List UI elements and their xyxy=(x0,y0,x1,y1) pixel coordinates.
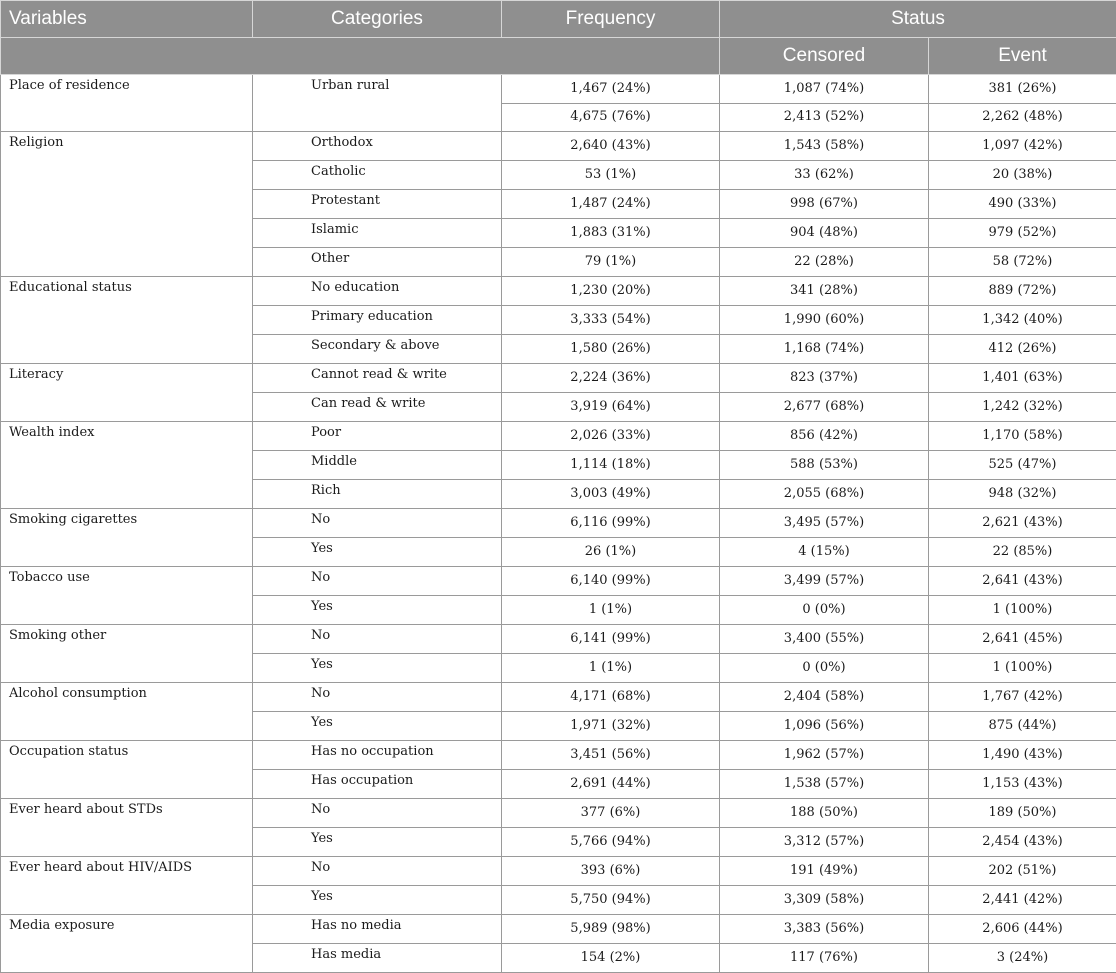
event-cell: 58 (72%) xyxy=(929,248,1116,277)
frequency-cell: 2,691 (44%) xyxy=(502,770,720,799)
event-cell: 412 (26%) xyxy=(929,335,1116,364)
category-cell: No xyxy=(253,683,502,712)
variable-cell: Smoking other xyxy=(1,625,253,683)
censored-cell: 1,087 (74%) xyxy=(720,75,929,104)
frequency-cell: 377 (6%) xyxy=(502,799,720,828)
event-cell: 2,454 (43%) xyxy=(929,828,1116,857)
category-cell: Yes xyxy=(253,596,502,625)
frequency-cell: 1,114 (18%) xyxy=(502,451,720,480)
censored-cell: 191 (49%) xyxy=(720,857,929,886)
event-cell: 20 (38%) xyxy=(929,161,1116,190)
event-cell: 1,401 (63%) xyxy=(929,364,1116,393)
event-cell: 1,342 (40%) xyxy=(929,306,1116,335)
event-cell: 1,767 (42%) xyxy=(929,683,1116,712)
frequency-cell: 26 (1%) xyxy=(502,538,720,567)
event-cell: 189 (50%) xyxy=(929,799,1116,828)
censored-cell: 588 (53%) xyxy=(720,451,929,480)
category-cell: Middle xyxy=(253,451,502,480)
category-cell: Primary education xyxy=(253,306,502,335)
frequency-cell: 1,230 (20%) xyxy=(502,277,720,306)
censored-cell: 1,990 (60%) xyxy=(720,306,929,335)
table-row xyxy=(1,132,1116,161)
event-cell: 1 (100%) xyxy=(929,654,1116,683)
variable-cell: Religion xyxy=(1,132,253,277)
frequency-cell: 1,883 (31%) xyxy=(502,219,720,248)
category-cell: Yes xyxy=(253,538,502,567)
frequency-cell: 3,451 (56%) xyxy=(502,741,720,770)
censored-cell: 1,168 (74%) xyxy=(720,335,929,364)
censored-cell: 4 (15%) xyxy=(720,538,929,567)
frequency-cell: 1,580 (26%) xyxy=(502,335,720,364)
category-cell: Yes xyxy=(253,828,502,857)
frequency-cell: 5,750 (94%) xyxy=(502,886,720,915)
table-row xyxy=(1,567,1116,596)
category-cell: No xyxy=(253,625,502,654)
table-row xyxy=(1,277,1116,306)
frequency-cell: 4,171 (68%) xyxy=(502,683,720,712)
category-cell: Urban rural xyxy=(253,75,502,104)
event-cell: 2,641 (45%) xyxy=(929,625,1116,654)
frequency-cell: 2,026 (33%) xyxy=(502,422,720,451)
category-cell: Catholic xyxy=(253,161,502,190)
event-cell: 3 (24%) xyxy=(929,944,1116,973)
censored-cell: 1,538 (57%) xyxy=(720,770,929,799)
category-cell: Rich xyxy=(253,480,502,509)
category-cell: Has no occupation xyxy=(253,741,502,770)
event-cell: 889 (72%) xyxy=(929,277,1116,306)
category-cell: Can read & write xyxy=(253,393,502,422)
censored-cell: 3,400 (55%) xyxy=(720,625,929,654)
category-cell: Has no media xyxy=(253,915,502,944)
frequency-cell: 1,971 (32%) xyxy=(502,712,720,741)
frequency-cell: 79 (1%) xyxy=(502,248,720,277)
censored-cell: 33 (62%) xyxy=(720,161,929,190)
event-cell: 1,153 (43%) xyxy=(929,770,1116,799)
category-cell: Protestant xyxy=(253,190,502,219)
header-event: Event xyxy=(929,38,1116,75)
censored-cell: 2,413 (52%) xyxy=(720,103,929,132)
frequency-cell: 3,333 (54%) xyxy=(502,306,720,335)
censored-cell: 2,677 (68%) xyxy=(720,393,929,422)
censored-cell: 0 (0%) xyxy=(720,596,929,625)
category-cell: Secondary & above xyxy=(253,335,502,364)
header-variables: Variables xyxy=(1,1,253,38)
category-cell: Has occupation xyxy=(253,770,502,799)
table-row xyxy=(1,364,1116,393)
censored-cell: 998 (67%) xyxy=(720,190,929,219)
event-cell: 1 (100%) xyxy=(929,596,1116,625)
table-body xyxy=(1,75,1116,973)
event-cell: 948 (32%) xyxy=(929,480,1116,509)
header-frequency: Frequency xyxy=(502,1,720,38)
censored-cell: 3,495 (57%) xyxy=(720,509,929,538)
censored-cell: 0 (0%) xyxy=(720,654,929,683)
censored-cell: 856 (42%) xyxy=(720,422,929,451)
censored-cell: 1,962 (57%) xyxy=(720,741,929,770)
censored-cell: 117 (76%) xyxy=(720,944,929,973)
censored-cell: 22 (28%) xyxy=(720,248,929,277)
frequency-cell: 1,467 (24%) xyxy=(502,75,720,104)
header-spacer xyxy=(1,38,720,75)
header-categories: Categories xyxy=(253,1,502,38)
table-row xyxy=(1,422,1116,451)
censored-cell: 823 (37%) xyxy=(720,364,929,393)
censored-cell: 3,499 (57%) xyxy=(720,567,929,596)
event-cell: 2,621 (43%) xyxy=(929,509,1116,538)
category-cell: Cannot read & write xyxy=(253,364,502,393)
censored-cell: 341 (28%) xyxy=(720,277,929,306)
event-cell: 875 (44%) xyxy=(929,712,1116,741)
variable-cell: Wealth index xyxy=(1,422,253,509)
variable-cell: Smoking cigarettes xyxy=(1,509,253,567)
table-row xyxy=(1,741,1116,770)
table-row xyxy=(1,857,1116,886)
frequency-cell: 3,919 (64%) xyxy=(502,393,720,422)
category-cell: Has media xyxy=(253,944,502,973)
event-cell: 2,262 (48%) xyxy=(929,103,1116,132)
censored-cell: 188 (50%) xyxy=(720,799,929,828)
variable-cell: Place of residence xyxy=(1,75,253,132)
variable-cell: Occupation status xyxy=(1,741,253,799)
event-cell: 490 (33%) xyxy=(929,190,1116,219)
category-cell: Yes xyxy=(253,886,502,915)
category-cell: No xyxy=(253,799,502,828)
variable-cell: Literacy xyxy=(1,364,253,422)
frequency-cell: 1 (1%) xyxy=(502,596,720,625)
category-cell: No xyxy=(253,509,502,538)
table-row xyxy=(1,509,1116,538)
category-cell: Orthodox xyxy=(253,132,502,161)
frequency-cell: 3,003 (49%) xyxy=(502,480,720,509)
frequency-cell: 53 (1%) xyxy=(502,161,720,190)
censored-cell: 2,055 (68%) xyxy=(720,480,929,509)
frequency-cell: 2,640 (43%) xyxy=(502,132,720,161)
category-cell: Other xyxy=(253,248,502,277)
event-cell: 2,641 (43%) xyxy=(929,567,1116,596)
category-cell: No xyxy=(253,857,502,886)
header-censored: Censored xyxy=(720,38,929,75)
frequency-cell: 4,675 (76%) xyxy=(502,103,720,132)
event-cell: 1,097 (42%) xyxy=(929,132,1116,161)
variable-cell: Tobacco use xyxy=(1,567,253,625)
censored-cell: 2,404 (58%) xyxy=(720,683,929,712)
category-cell: Poor xyxy=(253,422,502,451)
variable-cell: Educational status xyxy=(1,277,253,364)
event-cell: 1,242 (32%) xyxy=(929,393,1116,422)
event-cell: 525 (47%) xyxy=(929,451,1116,480)
event-cell: 381 (26%) xyxy=(929,75,1116,104)
category-cell: Islamic xyxy=(253,219,502,248)
frequency-cell: 5,766 (94%) xyxy=(502,828,720,857)
event-cell: 979 (52%) xyxy=(929,219,1116,248)
censored-cell: 1,096 (56%) xyxy=(720,712,929,741)
censored-cell: 3,312 (57%) xyxy=(720,828,929,857)
category-cell: No xyxy=(253,567,502,596)
variable-cell: Ever heard about STDs xyxy=(1,799,253,857)
frequency-cell: 393 (6%) xyxy=(502,857,720,886)
table-row xyxy=(1,915,1116,944)
frequency-cell: 5,989 (98%) xyxy=(502,915,720,944)
censored-cell: 3,309 (58%) xyxy=(720,886,929,915)
header-status: Status xyxy=(720,1,1116,38)
event-cell: 202 (51%) xyxy=(929,857,1116,886)
table-row xyxy=(1,683,1116,712)
event-cell: 1,490 (43%) xyxy=(929,741,1116,770)
table-row xyxy=(1,799,1116,828)
event-cell: 22 (85%) xyxy=(929,538,1116,567)
frequency-cell: 1 (1%) xyxy=(502,654,720,683)
frequency-cell: 2,224 (36%) xyxy=(502,364,720,393)
frequency-cell: 154 (2%) xyxy=(502,944,720,973)
variable-cell: Ever heard about HIV/AIDS xyxy=(1,857,253,915)
category-cell xyxy=(253,103,502,132)
variable-cell: Alcohol consumption xyxy=(1,683,253,741)
frequency-cell: 6,116 (99%) xyxy=(502,509,720,538)
censored-cell: 904 (48%) xyxy=(720,219,929,248)
frequency-cell: 6,140 (99%) xyxy=(502,567,720,596)
event-cell: 2,441 (42%) xyxy=(929,886,1116,915)
event-cell: 2,606 (44%) xyxy=(929,915,1116,944)
event-cell: 1,170 (58%) xyxy=(929,422,1116,451)
category-cell: Yes xyxy=(253,712,502,741)
frequency-cell: 1,487 (24%) xyxy=(502,190,720,219)
table-row xyxy=(1,625,1116,654)
table-row xyxy=(1,75,1116,104)
censored-cell: 3,383 (56%) xyxy=(720,915,929,944)
table-header xyxy=(1,1,1116,75)
censored-cell: 1,543 (58%) xyxy=(720,132,929,161)
frequency-cell: 6,141 (99%) xyxy=(502,625,720,654)
category-cell: Yes xyxy=(253,654,502,683)
variable-cell: Media exposure xyxy=(1,915,253,973)
category-cell: No education xyxy=(253,277,502,306)
